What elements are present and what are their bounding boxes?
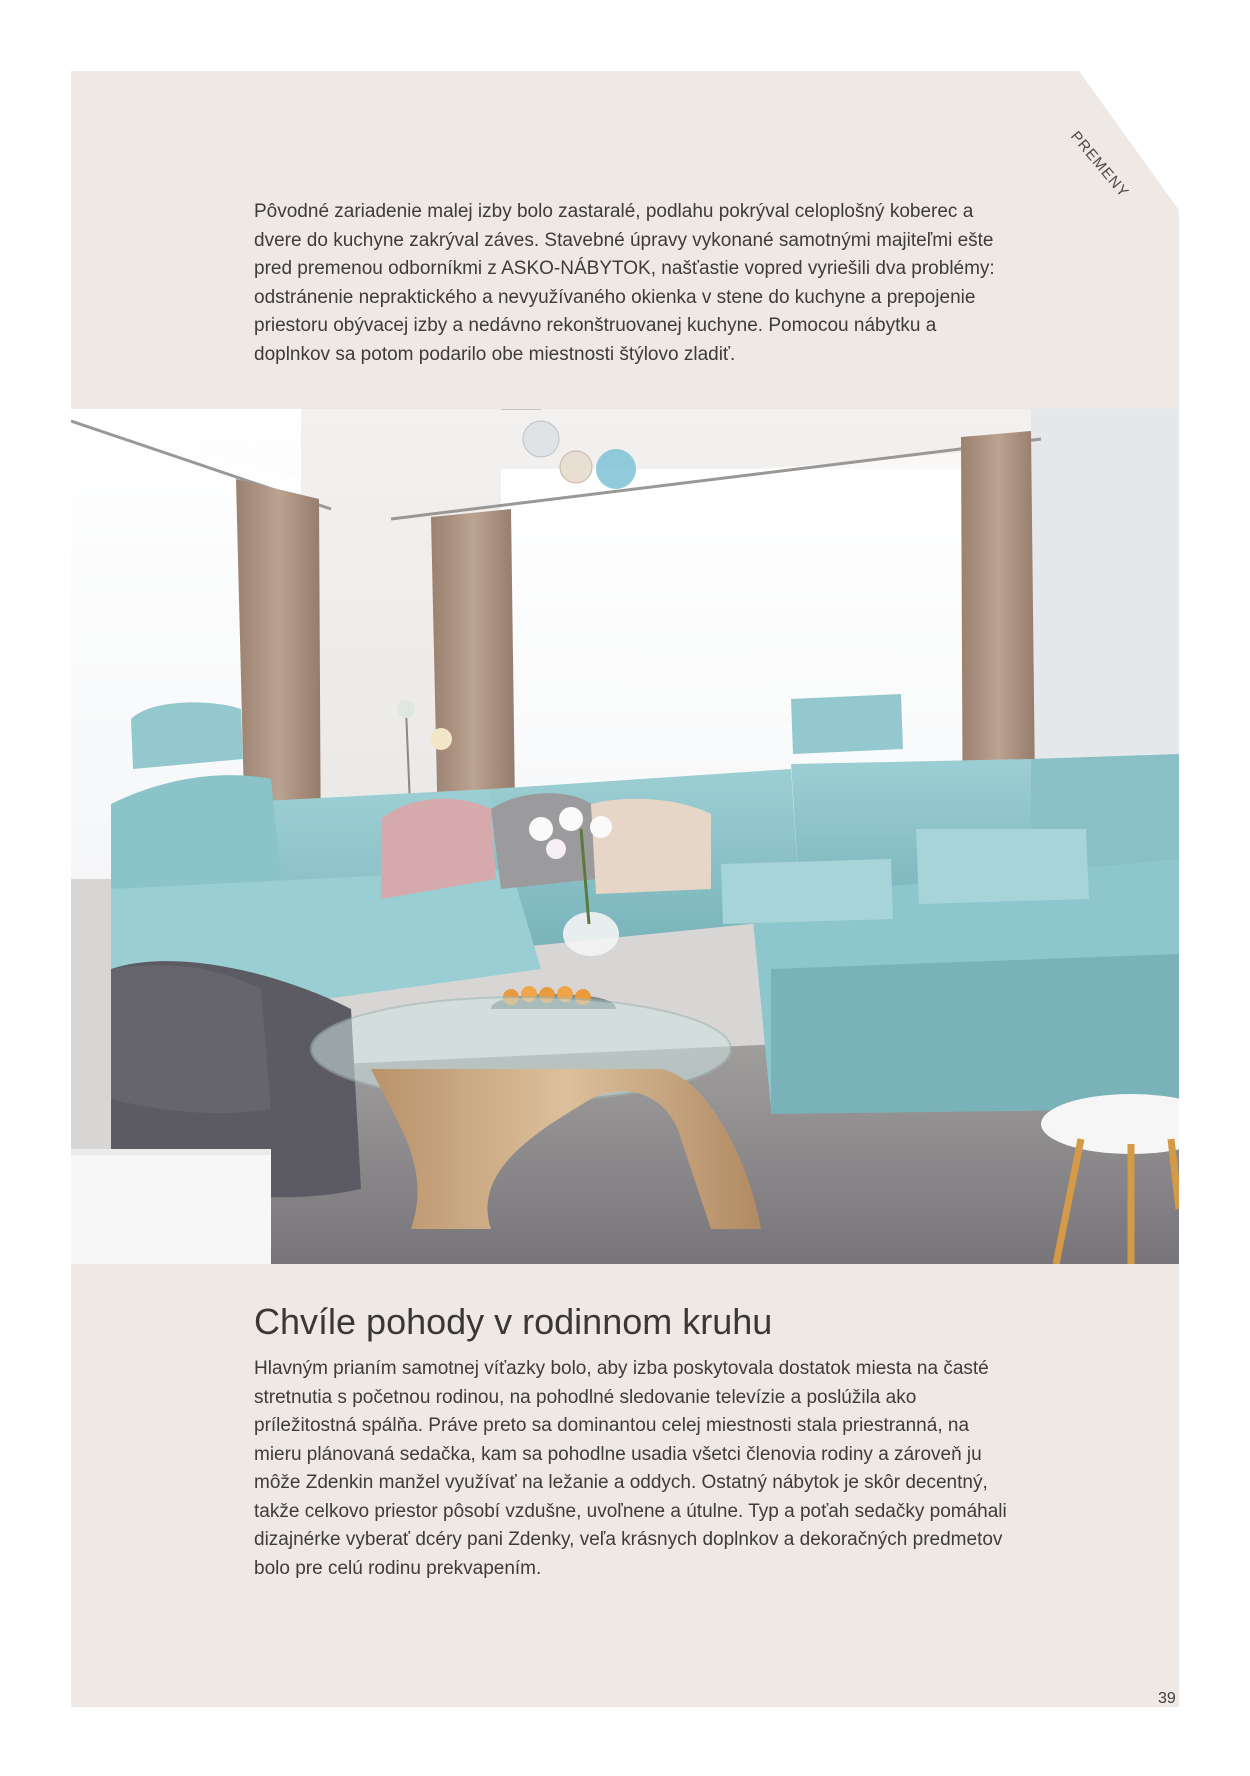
section-tag: PREMENY [1066, 128, 1133, 202]
living-room-photo [71, 409, 1179, 1264]
intro-text-block [254, 198, 1014, 369]
page-number: 39 [1158, 1690, 1176, 1707]
body-text-block [254, 1355, 1014, 1583]
intro-paragraph: Pôvodné zariadenie malej izby bolo zastaralé, podlahu pokrýval celoplošný koberec a dvere do kuchyne zakrýval záves. Stavebné úpravy vykonané samotnými majiteľmi ešte pred premenou odborníkmi z ASKO-NÁBYTOK, našťastie vopred vyriešili dva problémy: odstránenie nepraktického a nevyužívaného okienka v stene do kuchyne a prepojenie priestoru obývacej izby a nedávno rekonštruovanej kuchyne. Pomocou nábytku a doplnkov sa potom podarilo obe miestnosti štýlovo zladiť. [254, 201, 995, 365]
body-paragraph: Hlavným prianím samotnej víťazky bolo, aby izba poskytovala dostatok miesta na časté stretnutia s početnou rodinou, na pohodlné sledovanie televízie a poslúžila ako príležitostná spálňa. Práve preto sa dominantou celej miestnosti stala priestranná, na mieru plánovaná sedačka, kam sa pohodlne usadia všetci členovia rodiny a zároveň ju môže Zdenkin manžel využívať na ležanie a oddych. Ostatný nábytok je skôr decentný, takže celkovo priestor pôsobí vzdušne, uvoľnene a útulne. Typ a poťah sedačky pomáhali dizajnérke vyberať dcéry pani Zdenky, veľa krásnych doplnkov a dekoračných predmetov bolo pre celú rodinu prekvapením. [254, 1358, 1007, 1579]
section-heading: Chvíle pohody v rodinnom kruhu [254, 1301, 773, 1342]
